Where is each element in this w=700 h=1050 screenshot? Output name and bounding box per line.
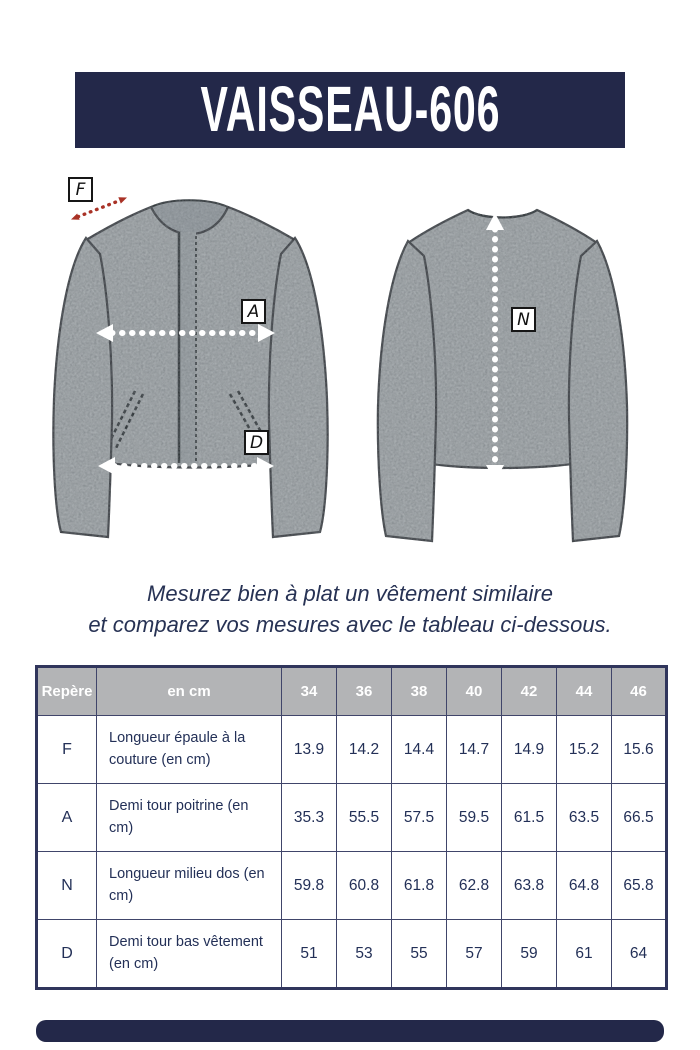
cell-value: 61 — [557, 920, 612, 989]
cell-value: 55 — [392, 920, 447, 989]
cell-value: 14.9 — [502, 716, 557, 784]
row-label: Demi tour bas vêtement (en cm) — [97, 920, 282, 989]
cell-value: 14.4 — [392, 716, 447, 784]
cell-value: 51 — [282, 920, 337, 989]
cell-value: 66.5 — [612, 784, 667, 852]
cell-value: 13.9 — [282, 716, 337, 784]
cell-value: 15.2 — [557, 716, 612, 784]
cell-value: 62.8 — [447, 852, 502, 920]
front-placket — [179, 232, 196, 463]
row-code: N — [37, 852, 97, 920]
marker-label-F: F — [75, 179, 86, 200]
col-header-46: 46 — [612, 667, 667, 716]
measuring-instructions — [0, 578, 700, 640]
table-row-D — [37, 920, 667, 989]
marker-label-D: D — [249, 432, 264, 453]
cell-value: 63.8 — [502, 852, 557, 920]
col-header-40: 40 — [447, 667, 502, 716]
cell-value: 64 — [612, 920, 667, 989]
cell-value: 61.8 — [392, 852, 447, 920]
page-title: VAISSEAU-606 — [200, 74, 500, 146]
cell-value: 63.5 — [557, 784, 612, 852]
back-sleeve-left — [378, 241, 436, 541]
col-header-encm: en cm — [97, 667, 282, 716]
row-code: F — [37, 716, 97, 784]
marker-box-N — [511, 307, 536, 332]
cell-value: 14.2 — [337, 716, 392, 784]
cell-value: 64.8 — [557, 852, 612, 920]
marker-label-A: A — [247, 301, 260, 322]
row-label: Demi tour poitrine (en cm) — [97, 784, 282, 852]
instructions-line2: et comparez vos mesures avec le tableau ci-dessous. — [88, 612, 612, 637]
row-code: A — [37, 784, 97, 852]
col-header-38: 38 — [392, 667, 447, 716]
size-table-header-row — [37, 667, 667, 716]
marker-box-F — [68, 177, 93, 202]
col-header-42: 42 — [502, 667, 557, 716]
table-row-F — [37, 716, 667, 784]
cell-value: 65.8 — [612, 852, 667, 920]
cell-value: 59.5 — [447, 784, 502, 852]
marker-box-D — [244, 430, 269, 455]
jacket-back-illustration — [378, 210, 627, 541]
cell-value: 14.7 — [447, 716, 502, 784]
row-label: Longueur milieu dos (en cm) — [97, 852, 282, 920]
row-code: D — [37, 920, 97, 989]
cell-value: 57.5 — [392, 784, 447, 852]
garment-diagram-svg — [0, 170, 700, 562]
table-row-A — [37, 784, 667, 852]
col-header-repere: Repère — [37, 667, 97, 716]
cell-value: 59.8 — [282, 852, 337, 920]
row-label: Longueur épaule à la couture (en cm) — [97, 716, 282, 784]
col-header-36: 36 — [337, 667, 392, 716]
table-row-N — [37, 852, 667, 920]
front-sleeve-right — [269, 238, 328, 537]
marker-box-A — [241, 299, 266, 324]
footer-accent-bar — [36, 1020, 664, 1042]
cell-value: 57 — [447, 920, 502, 989]
cell-value: 61.5 — [502, 784, 557, 852]
cell-value: 60.8 — [337, 852, 392, 920]
jacket-front-illustration — [53, 200, 327, 537]
garment-diagram — [0, 170, 700, 562]
front-sleeve-left — [53, 238, 112, 537]
col-header-44: 44 — [557, 667, 612, 716]
col-header-34: 34 — [282, 667, 337, 716]
cell-value: 35.3 — [282, 784, 337, 852]
marker-label-N: N — [517, 309, 530, 330]
cell-value: 15.6 — [612, 716, 667, 784]
instructions-line1: Mesurez bien à plat un vêtement similaire — [147, 581, 553, 606]
back-sleeve-right — [569, 241, 627, 541]
cell-value: 59 — [502, 920, 557, 989]
cell-value: 55.5 — [337, 784, 392, 852]
title-banner — [75, 72, 625, 148]
size-table — [35, 665, 668, 990]
cell-value: 53 — [337, 920, 392, 989]
